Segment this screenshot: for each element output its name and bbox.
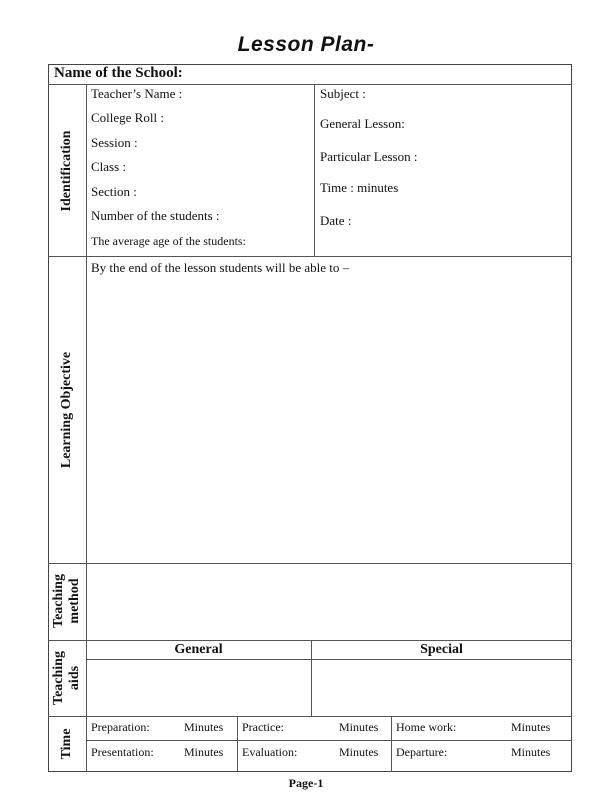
teaching-aids-line2: aids: [67, 665, 82, 691]
teaching-aids-line1: Teaching: [51, 651, 66, 705]
homework-label: Home work:: [396, 720, 457, 734]
divider: [48, 256, 572, 257]
number-of-students-field: Number of the students :: [91, 208, 220, 223]
identification-label: Identification: [59, 130, 74, 212]
aids-special-header: Special: [420, 642, 463, 657]
divider: [86, 659, 572, 660]
particular-lesson-field: Particular Lesson :: [320, 149, 418, 164]
practice-minutes: Minutes: [339, 720, 379, 734]
divider: [314, 84, 315, 256]
section-field: Section :: [91, 184, 137, 199]
general-lesson-field: General Lesson:: [320, 116, 405, 131]
time-minutes-field: Time : minutes: [320, 180, 399, 195]
teaching-aids-label: [51, 651, 83, 705]
preparation-label: Preparation:: [91, 720, 150, 734]
college-roll-field: College Roll :: [91, 110, 164, 125]
practice-label: Practice:: [242, 720, 284, 734]
divider: [48, 563, 572, 564]
page-number: Page-1: [288, 776, 324, 790]
school-name-label: Name of the School:: [54, 65, 183, 81]
teaching-method-line2: method: [67, 578, 82, 624]
departure-minutes: Minutes: [511, 745, 551, 759]
session-field: Session :: [91, 135, 138, 150]
subject-field: Subject :: [320, 86, 366, 101]
presentation-label: Presentation:: [91, 745, 154, 759]
time-label: Time: [59, 728, 74, 760]
divider: [391, 716, 392, 772]
divider: [48, 640, 572, 641]
divider: [48, 716, 572, 717]
aids-general-header: General: [174, 642, 223, 657]
date-field: Date :: [320, 213, 352, 228]
learning-objective-label: Learning Objective: [59, 351, 74, 469]
divider: [86, 84, 87, 772]
lesson-plan-table: [48, 64, 572, 772]
page-title: Lesson Plan-: [237, 33, 375, 56]
evaluation-label: Evaluation:: [242, 745, 298, 759]
departure-label: Departure:: [396, 745, 448, 759]
homework-minutes: Minutes: [511, 720, 551, 734]
teaching-method-label: [51, 574, 83, 628]
presentation-minutes: Minutes: [184, 745, 224, 759]
divider: [48, 84, 572, 85]
teacher-name-field: Teacher’s Name :: [91, 86, 183, 101]
class-field: Class :: [91, 159, 127, 174]
divider: [237, 716, 238, 772]
average-age-field: The average age of the students:: [91, 234, 246, 248]
divider: [86, 740, 572, 741]
evaluation-minutes: Minutes: [339, 745, 379, 759]
preparation-minutes: Minutes: [184, 720, 224, 734]
objective-prompt: By the end of the lesson students will be able to –: [91, 260, 350, 275]
teaching-method-line1: Teaching: [51, 574, 66, 628]
